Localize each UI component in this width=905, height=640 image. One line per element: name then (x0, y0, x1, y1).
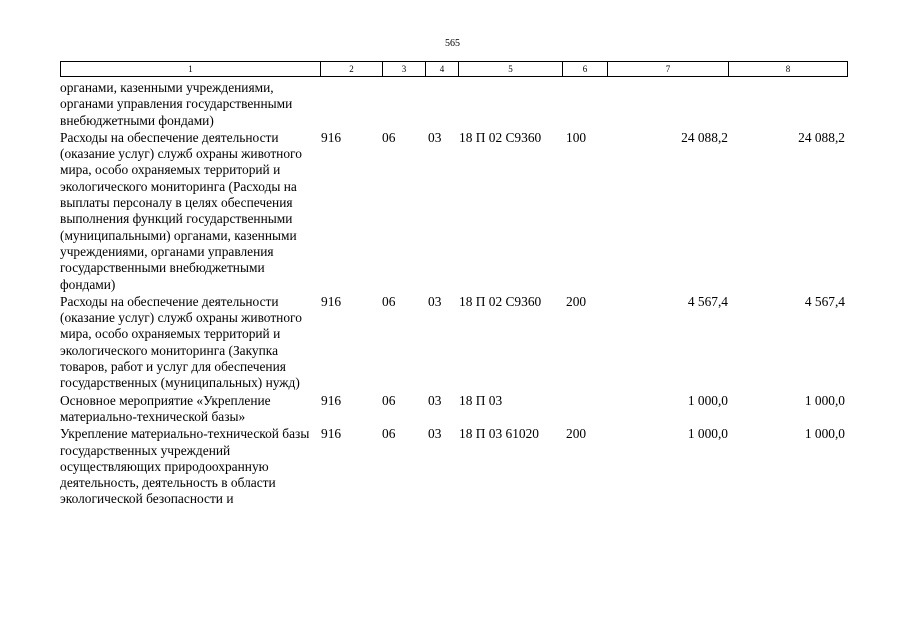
header-row (61, 62, 848, 77)
row-name: Укрепление материально-технической базы государственных учреждений осуществляющих природоохранную деятельность, деятельность в области экологической безопасности и (60, 426, 310, 507)
column-number-header (60, 61, 848, 77)
row-grbs: 916 (321, 426, 342, 442)
row-vr: 200 (566, 426, 587, 442)
row-csr: 18 П 02 С9360 (459, 293, 542, 309)
row-grbs: 916 (321, 129, 342, 145)
row-sum-2: 4 567,4 (804, 293, 845, 309)
row-sum-1: 1 000,0 (687, 426, 728, 442)
row-sum-1: 24 088,2 (681, 129, 728, 145)
row-vr: 200 (566, 293, 587, 309)
header-col-1: 1 (61, 62, 321, 77)
header-col-5: 5 (459, 62, 563, 77)
table-row (60, 426, 847, 507)
row-csr: 18 П 03 61020 (459, 426, 539, 442)
header-col-7: 7 (608, 62, 729, 77)
row-rz: 06 (382, 392, 396, 408)
row-csr: 18 П 03 (459, 392, 503, 408)
row-rz (382, 80, 425, 130)
row-name: Расходы на обеспечение деятельности (оказание услуг) служб охраны животного мира, особо охраняемых территорий и экологического мониторинга (Закупка товаров, работ и услуг для обеспечения государственных (муниципальных) нужд) (60, 293, 302, 391)
header-col-6: 6 (563, 62, 608, 77)
row-sum-2: 1 000,0 (804, 392, 845, 408)
header-col-8: 8 (729, 62, 848, 77)
budget-table (60, 80, 847, 508)
row-sum-2: 24 088,2 (798, 129, 845, 145)
header-col-4: 4 (426, 62, 459, 77)
row-rz: 06 (382, 129, 396, 145)
row-name: Основное мероприятие «Укрепление материально-технической базы» (60, 392, 271, 424)
row-csr (458, 80, 562, 130)
table-row (60, 130, 847, 294)
row-pr: 03 (428, 426, 442, 442)
row-grbs (320, 80, 382, 130)
row-sum-1: 4 567,4 (687, 293, 728, 309)
row-sum-2: 1 000,0 (804, 426, 845, 442)
row-name: Расходы на обеспечение деятельности (оказание услуг) служб охраны животного мира, особо охраняемых территорий и экологического мониторинга (Расходы на выплаты персоналу в целях обеспечения выполнения функций государственными (муниципальными) органами, казенными учреждениями, органами управления государственными внебюджетными фондами) (60, 129, 302, 292)
row-grbs: 916 (321, 293, 342, 309)
row-pr: 03 (428, 293, 442, 309)
row-name: органами, казенными учреждениями, органами управления государственными внебюджетными фондами) (60, 80, 293, 128)
row-sum-1: 1 000,0 (687, 392, 728, 408)
row-rz: 06 (382, 426, 396, 442)
table-row (60, 80, 847, 130)
row-vr (562, 393, 607, 427)
row-csr: 18 П 02 С9360 (459, 129, 542, 145)
row-vr: 100 (566, 129, 587, 145)
table-row (60, 294, 847, 393)
row-rz: 06 (382, 293, 396, 309)
page-number: 565 (445, 38, 460, 49)
row-vr (562, 80, 607, 130)
row-pr: 03 (428, 129, 442, 145)
row-sum-2 (728, 80, 847, 130)
header-col-2: 2 (321, 62, 383, 77)
row-grbs: 916 (321, 392, 342, 408)
row-pr: 03 (428, 392, 442, 408)
row-sum-1 (607, 80, 728, 130)
table-row (60, 393, 847, 427)
row-pr (425, 80, 458, 130)
header-col-3: 3 (383, 62, 426, 77)
